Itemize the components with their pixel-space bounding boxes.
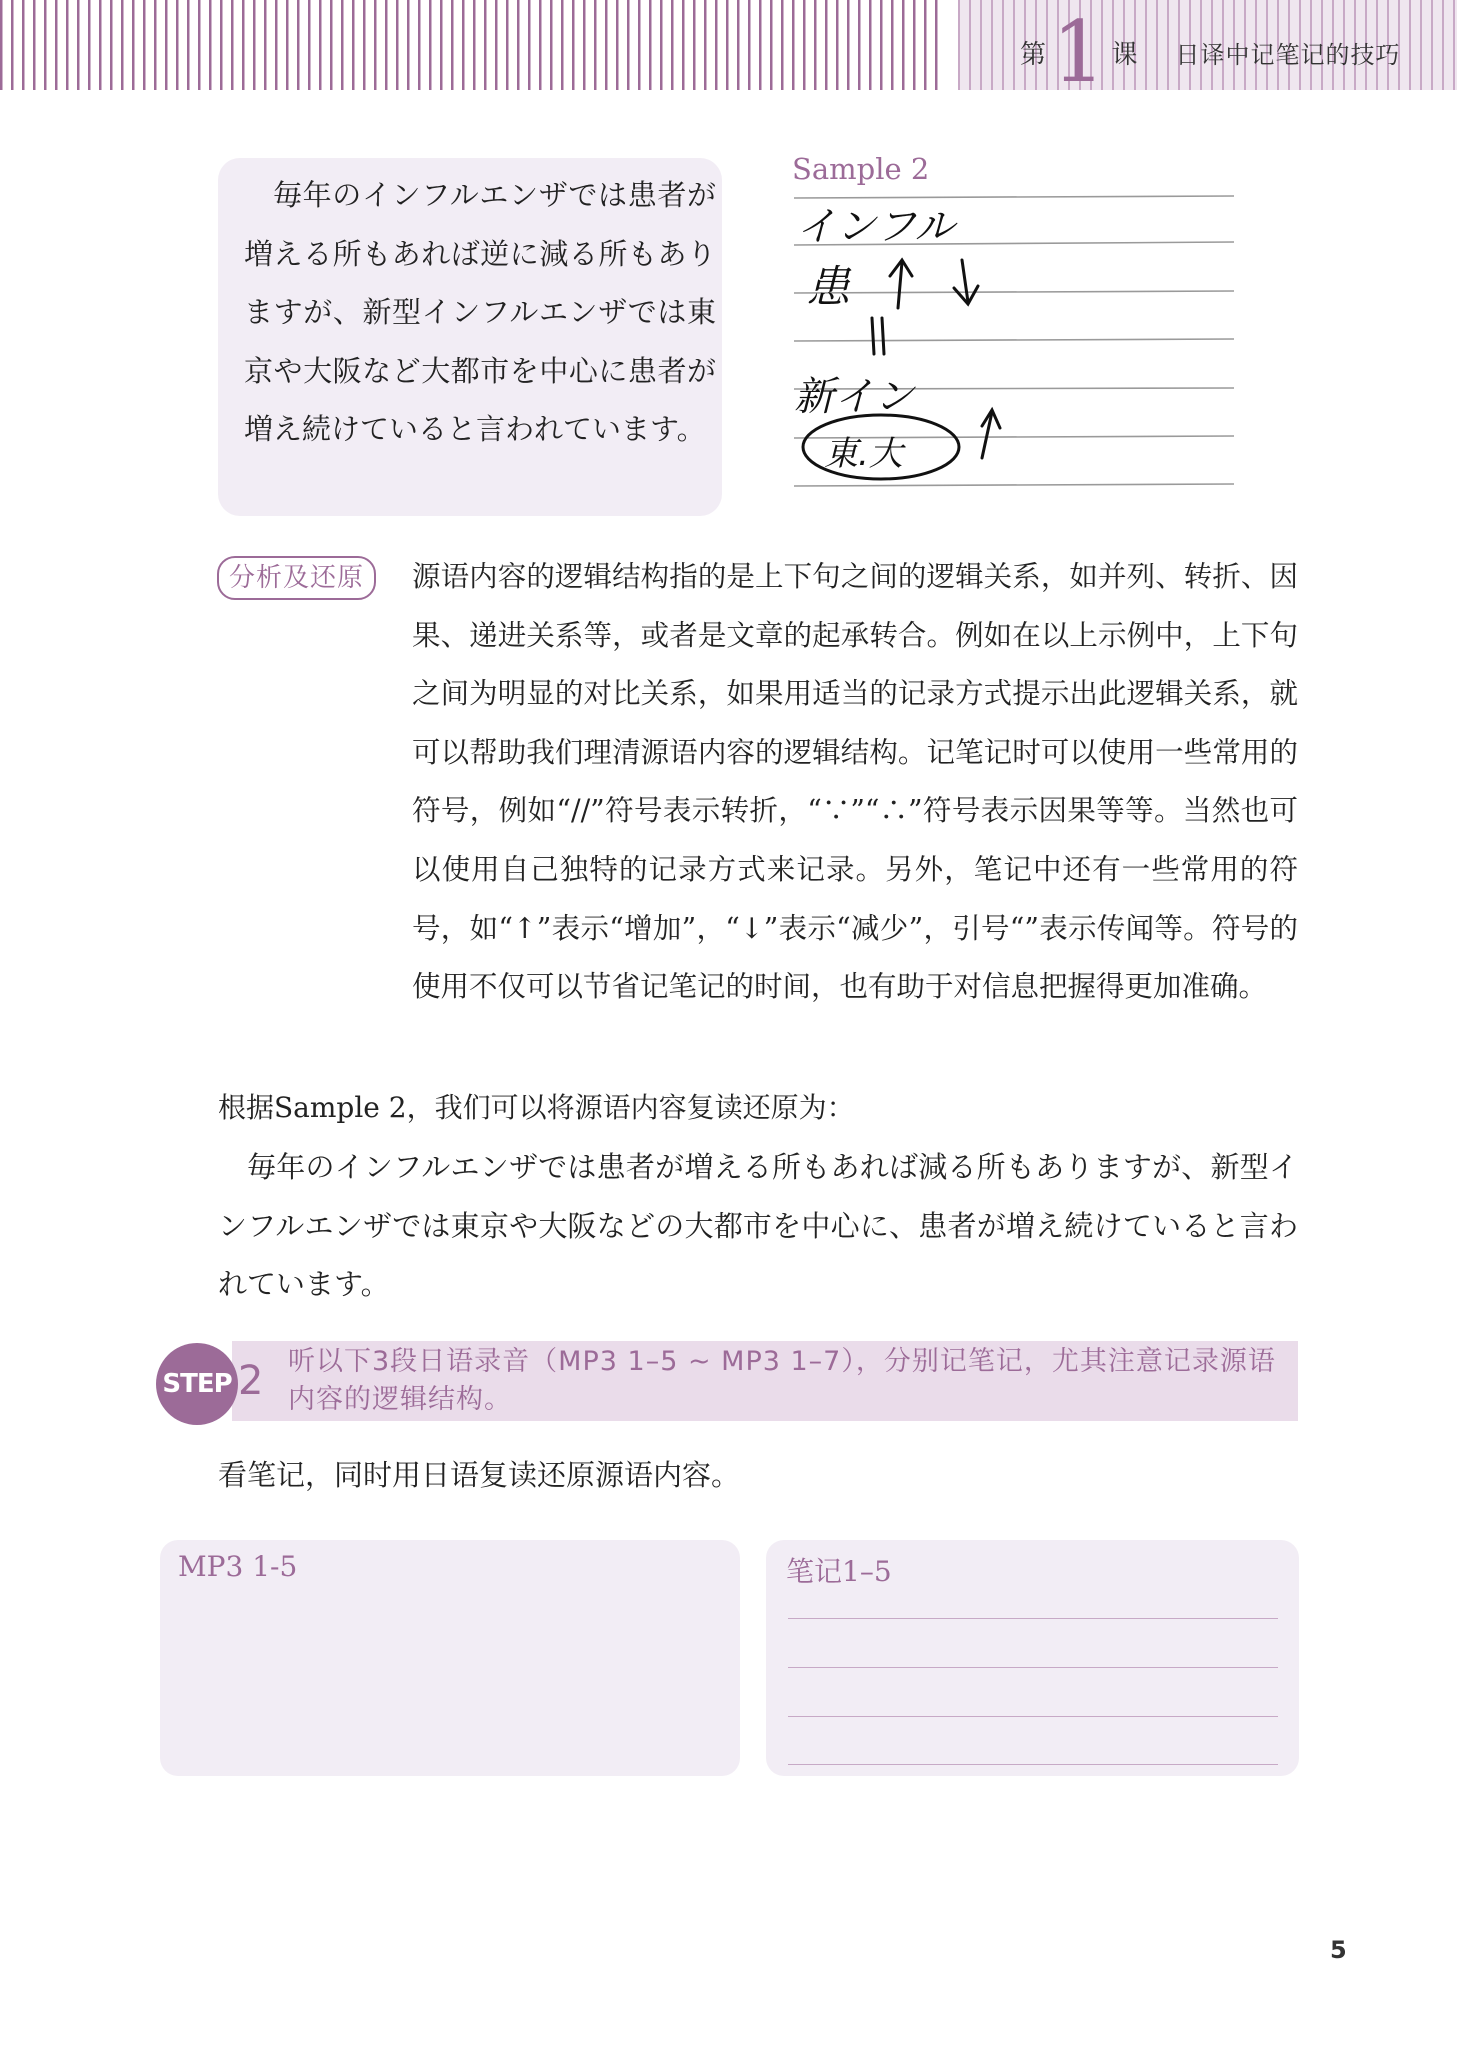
hw-patient-char: 患 [806, 262, 850, 313]
hw-line-tokyo-osaka: 東.大 [824, 434, 903, 474]
notes-writing-line [788, 1667, 1278, 1668]
instruction-text: 看笔记，同时用日语复读还原源语内容。 [218, 1458, 741, 1492]
step-instruction: 听以下3段日语录音（MP3 1–5 ~ MP3 1–7），分别记笔记，尤其注意记录源语内容的逻辑结构。 [288, 1346, 1276, 1415]
hw-line-new-influenza: 新イン [794, 374, 914, 420]
up-arrow-icon [898, 262, 902, 308]
reconstruction-intro: 根据Sample 2，我们可以将源语内容复读还原为： [218, 1091, 855, 1124]
mp3-box-label: MP3 1-5 [178, 1550, 298, 1583]
page-number: 5 [1330, 1936, 1347, 1964]
notes-writing-line [788, 1618, 1278, 1619]
hw-line-influenza: インフル [796, 204, 955, 250]
sample-label: Sample 2 [792, 152, 930, 186]
lesson-title: 日译中记笔记的技巧 [1175, 40, 1401, 69]
handwritten-notes-image [786, 190, 1246, 510]
lesson-number: 1 [1052, 3, 1106, 101]
header-stripes-left [0, 0, 945, 90]
notes-writing-line [788, 1716, 1278, 1717]
notes-writing-line [788, 1764, 1278, 1765]
lesson-suffix: 课 [1111, 39, 1138, 70]
analysis-paragraph: 源语内容的逻辑结构指的是上下句之间的逻辑关系，如并列、转折、因果、递进关系等，或者是文章的起承转合。例如在以上示例中，上下句之间为明显的对比关系，如果用适当的记录方式提示出此逻辑关系，就可以帮助我们理清源语内容的逻辑结构。记笔记时可以使用一些常用的符号，例如“//”符号表示转折，“∵”“∴”符号表示因果等等。当然也可以使用自己独特的记录方式来记录。另外，笔记中还有一些常用的符号，如“↑”表示“增加”，“↓”表示“减少”，引号“”表示传闻等。符号的使用不仅可以节省记笔记的时间，也有助于对信息把握得更加准确。 [412, 560, 1298, 1004]
notes-box-label: 笔记1–5 [786, 1555, 892, 1588]
chapter-header [1020, 3, 1401, 101]
sample-japanese-text: 毎年のインフルエンザでは患者が増える所もあれば逆に減る所もありますが、新型インフルエンザでは東京や大阪など大都市を中心に患者が増え続けていると言われています。 [244, 178, 716, 446]
reconstruction-text: 毎年のインフルエンザでは患者が増える所もあれば減る所もありますが、新型インフルエンザでは東京や大阪などの大都市を中心に、患者が増え続けていると言われています。 [218, 1150, 1298, 1301]
step-number: 2 [238, 1358, 264, 1404]
step-badge: STEP [156, 1343, 238, 1425]
analysis-tag: 分析及还原 [217, 556, 376, 600]
lesson-prefix: 第 [1020, 39, 1047, 70]
